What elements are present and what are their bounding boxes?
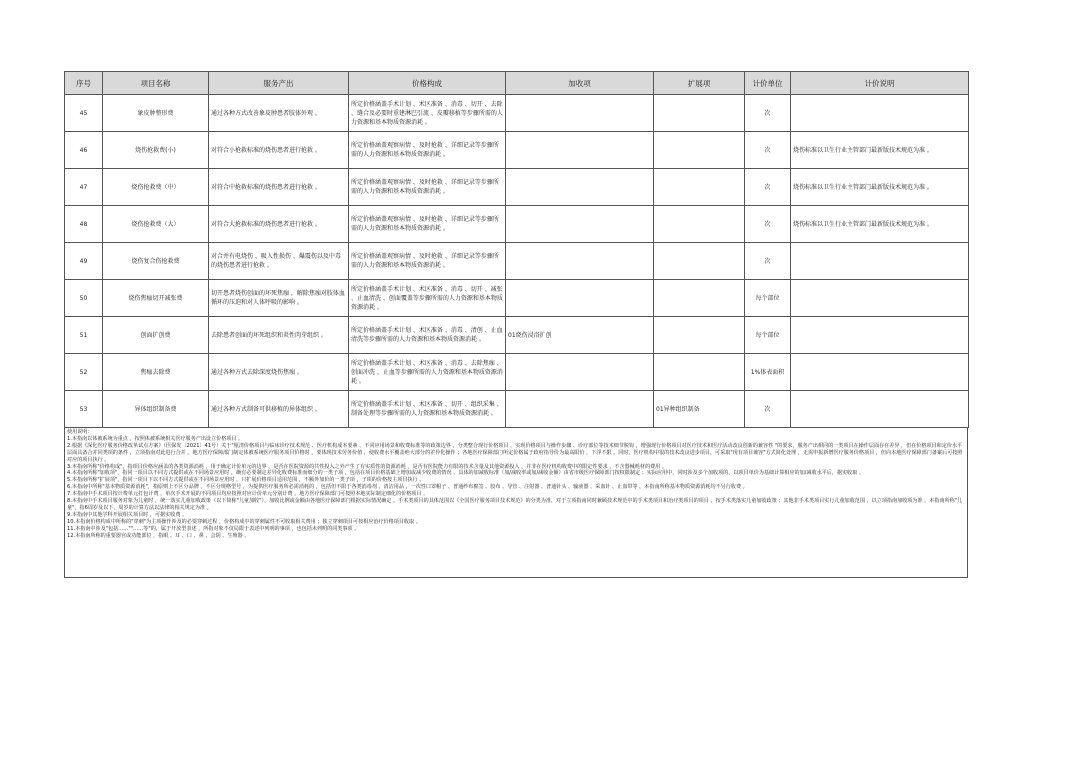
cell-desc: [791, 243, 969, 280]
cell-output: 通过各种方式改善象皮肿患者肢体外观 。: [209, 95, 349, 132]
cell-name: 烧伤抢救费（中）: [103, 169, 209, 206]
cell-no: 49: [65, 243, 103, 280]
cell-output: 通过各种方式制备可供移植的异体组织 。: [209, 391, 349, 428]
note-line: 使用说明：: [67, 429, 93, 435]
cell-unit: 1%体表面积: [745, 354, 791, 391]
note-line: 8.本指南中手术项目服务对象为儿童时 ，统一落实儿童加收政策（以下简称"儿童加收"），加收比例或金额由各地医疗保障部门根据实际情况确定 。手术类项目的具体范围以《全国医疗服务项目技术规范》的分类为准，对于立项指南同时兼顾技术规范中的手术类项目和治疗类项目的项目 ，按手术类落实儿童加收政策 ；其他非手术类项目实行儿童加收范围 ，以立项指南加收项为准 。本指南所称"儿童"，指6周岁及以下，周岁的计算方法以法律的相关规定为准 。: [67, 498, 963, 511]
cell-ext: 01异种组织制备: [654, 391, 745, 428]
cell-desc: [791, 354, 969, 391]
cell-ext: [654, 354, 745, 391]
table-row: [65, 391, 969, 428]
table-row: [65, 317, 969, 354]
cell-no: 46: [65, 132, 103, 169]
cell-add: [506, 391, 654, 428]
cell-unit: 次: [745, 169, 791, 206]
cell-output: 对合并有电烧伤 、吸入性损伤 、爆震伤以及中毒的烧伤患者进行抢救 。: [209, 243, 349, 280]
cell-name: 烧伤焦痂切开减张费: [103, 280, 209, 317]
cell-unit: 每个部位: [745, 280, 791, 317]
cell-add: [506, 280, 654, 317]
cell-output: 对符合大抢救标准的烧伤患者进行抢救 。: [209, 206, 349, 243]
cell-name: 烧伤复合伤抢救费: [103, 243, 209, 280]
cell-name: 象皮肿整形费: [103, 95, 209, 132]
cell-output: 通过各种方式去除深度烧伤焦痂 。: [209, 354, 349, 391]
cell-price: 所定价格涵盖手术计划 、术区准备 、消毒 、切开 、减张 、止血清洗 、创面覆盖等步骤所需的人力资源和基本物质资源消耗 。: [349, 280, 506, 317]
cell-add: [506, 132, 654, 169]
cell-unit: 次: [745, 391, 791, 428]
cell-no: 45: [65, 95, 103, 132]
note-line: 11.本指南中涉及"包括……""……等"的，属于开放型表述 ，所指对象不仅局限于表述中列明的事项 ，也包括未列明的同类事项 。: [67, 525, 360, 532]
cell-price: 所定价格涵盖观察病情 、及时抢救 、详细记录等步骤所需的人力资源和基本物质资源消耗 。: [349, 169, 506, 206]
table-row: [65, 243, 969, 280]
cell-price: 所定价格涵盖观察病情 、及时抢救 、详细记录等步骤所需的人力资源和基本物质资源消耗 。: [349, 243, 506, 280]
cell-name: 焦痂去除费: [103, 354, 209, 391]
cell-unit: 次: [745, 95, 791, 132]
cell-no: 48: [65, 206, 103, 243]
cell-output: 切开患者烧伤创面的坏死焦痂 ，解除焦痂对肢体血循环的压迫和对人体呼吸的影响 。: [209, 280, 349, 317]
cell-no: 47: [65, 169, 103, 206]
col-header-desc: 计价说明: [791, 72, 969, 95]
cell-ext: [654, 95, 745, 132]
note-line: 9.本指南中其他学科开展相关项目时 ，可据实收费 。: [67, 511, 188, 518]
cell-desc: 烧伤标准以卫生行业主管部门最新版技术规范为准 。: [791, 169, 969, 206]
table-row: [65, 280, 969, 317]
cell-ext: [654, 280, 745, 317]
col-header-unit: 计价单位: [745, 72, 791, 95]
cell-add: [506, 243, 654, 280]
cell-no: 50: [65, 280, 103, 317]
cell-ext: [654, 317, 745, 354]
note-line: 7.本指南中手术项目按计费单元打包计费 ，单次手术开展的不同项目均应按照对应计价单元分别计费 。地方医疗保障部门可按照本地实际制定细化的价格项目 。: [67, 491, 429, 498]
cell-ext: [654, 243, 745, 280]
note-line: 2.根据《深化医疗服务价格改革试点方案》（医保发〔2021〕41号）关于"厘清价格项目与临床诊疗技术规范 、医疗机构成本要素 、不同应用场景和收费标准等的政策边界 ，分类整合现行价格项目 ，实现价格项目与操作步骤 、诊疗部位等技术细节脱钩 ，增强现行价格项目对医疗技术和医疗活动改良创新的兼容性 "的要求，服务产出相同的一类项目在操作层面存在差异 ，但在价格项目和定价水平层面具备合并同类项的条件 ，立项指南对此进行合并 。地方医疗保障部门制定体被系统医疗服务项目价格时 ，要体现技术劳务价值 ，使收费水平覆盖绝大部分的差异化操作 ；各地医疗保障部门所定价格属于政府指导价为最高限价 ，下浮不限 。同时，医疗机构中很的技术改良进步项目，可采取"现有项目兼容"方式简化处理 ，无需申报新增医疗服务价格项目 ，但向本地医疗保障部门备案后可按照对应的项目执行 。: [67, 442, 963, 463]
cell-ext: [654, 132, 745, 169]
usage-notes: [64, 428, 968, 578]
cell-name: 创面扩创费: [103, 317, 209, 354]
cell-add: [506, 169, 654, 206]
cell-no: 53: [65, 391, 103, 428]
price-sheet: [64, 71, 968, 578]
cell-price: 所定价格涵盖手术计划 、术区准备 、消毒 、去除焦痂 、创面冲洗 、止血等步骤所需的人力资源和基本物质资源消耗 。: [349, 354, 506, 391]
cell-desc: [791, 95, 969, 132]
cell-price: 所定价格涵盖观察病情 、及时抢救 、详细记录等步骤所需的人力资源和基本物质资源消耗 。: [349, 206, 506, 243]
cell-price: 所定价格涵盖手术计划 、术区准备 、消毒 、清创 、止血清洗等步骤所需的人力资源和基本物质资源消耗 。: [349, 317, 506, 354]
cell-unit: 次: [745, 243, 791, 280]
col-header-ext: 扩展项: [654, 72, 745, 95]
cell-ext: [654, 206, 745, 243]
note-line: 4.本指南所称"加收项"，指同一项目以不同方式提供或在不同场景应用时 ，确有必要制定差异化收费标准而细分的一类子项 ，包括在项目价格基础上增加或减少收费的情况 ，具体的加减收标准（加/减收率或加/减收金额）由省市级医疗保障部门按权限制定 ；实际应用中，同时涉及多个加收项的，以项目单价为基础计算相应的加/减收水平后，据实收取 。: [67, 470, 865, 477]
cell-output: 对符合中抢救标准的烧伤患者进行抢救 。: [209, 169, 349, 206]
note-line: 12.本指南所称的重要器官或功能部位 ，指眼 、耳 、口 、鼻 、会阴 、生殖器 。: [67, 532, 250, 539]
cell-desc: [791, 391, 969, 428]
col-header-price: 价格构成: [349, 72, 506, 95]
cell-output: 对符合小抢救标准的烧伤患者进行抢救 。: [209, 132, 349, 169]
cell-name: 烧伤抢救费(小): [103, 132, 209, 169]
col-header-output: 服务产出: [209, 72, 349, 95]
cell-unit: 每个部位: [745, 317, 791, 354]
cell-unit: 次: [745, 132, 791, 169]
note-line: 5.本指南所称"扩展项"，指同一项目下以不同方式提供或在不同场景应用时 ，只扩展价格项目适用范围 ，不额外加价的一类子项 ，子项的价格按主项目执行 。: [67, 477, 425, 484]
price-table: [64, 71, 969, 428]
cell-desc: [791, 317, 969, 354]
cell-add: [506, 206, 654, 243]
cell-desc: 烧伤标准以卫生行业主管部门最新版技术规范为准 。: [791, 206, 969, 243]
cell-name: 烧伤抢救费（大）: [103, 206, 209, 243]
cell-output: 去除患者创面的坏死组织和炎性肉芽组织 。: [209, 317, 349, 354]
cell-add: [506, 95, 654, 132]
col-header-name: 项目名称: [103, 72, 209, 95]
header-row: [65, 72, 969, 95]
col-header-add: 加收项: [506, 72, 654, 95]
cell-no: 52: [65, 354, 103, 391]
cell-unit: 次: [745, 206, 791, 243]
cell-no: 51: [65, 317, 103, 354]
table-row: [65, 206, 969, 243]
cell-desc: [791, 280, 969, 317]
note-line: 1.本指南以体被系统为重点 ，按照体被系统相关医疗服务产出设立价格项目 。: [67, 435, 244, 442]
cell-add: 01烧伤浸浴扩创: [506, 317, 654, 354]
col-header-no: 序号: [65, 72, 103, 95]
cell-ext: [654, 169, 745, 206]
table-row: [65, 95, 969, 132]
cell-desc: 烧伤标准以卫生行业主管部门最新版技术规范为准 。: [791, 132, 969, 169]
table-row: [65, 169, 969, 206]
cell-price: 所定价格涵盖手术计划 、术区准备 、消毒 、切开 、去除 、缝合及必要时重建淋巴引流 、皮瓣移植等步骤所需的人力资源和基本物质资源消耗 。: [349, 95, 506, 132]
note-line: 10.本指南价格构成中所称的"穿刺"为主项操作涉及的必要穿刺过程 ，价格构成中的穿刺属性不可收取相关费用 ；独立穿刺项目可按相应治疗价格项目收取 。: [67, 518, 421, 525]
table-row: [65, 132, 969, 169]
table-row: [65, 354, 969, 391]
note-line: 6.本指南中所称"基本物质资源消耗"，指原则上不区分品牌 、不区分规格型号 ，为提供医疗服务所必需消耗的 ，包括但不限于各类消毒剂 、清洁用品 、一次性口罩帽子 、普通纱布棉签 、胶布 、导管 、注射器 、普通针头 、输液器 、采血针 、止血带等 ，本指南所称基本物质资源消耗均不另行收费 。: [67, 484, 748, 491]
cell-name: 异体组织制备费: [103, 391, 209, 428]
cell-add: [506, 354, 654, 391]
cell-price: 所定价格涵盖手术计划 、术区准备 、切开 、组织采集 、制备处理等步骤所需的人力资源和基本物质资源消耗 。: [349, 391, 506, 428]
cell-price: 所定价格涵盖观察病情 、及时抢救 、详细记录等步骤所需的人力资源和基本物质资源消耗 。: [349, 132, 506, 169]
note-line: 3.本指南所称"价格构成"，指项目价格应涵盖的各类资源消耗 ，用于确定计价单元的边界 ，是否在医院资源的共性投入之外产生了有实质性的资源消耗 ，是否有医院能力有限的技术含量及其他资源投入 ，并非在医疗机构收费中的限定性要求 ，不含器械耗材的费用 。: [67, 463, 667, 470]
